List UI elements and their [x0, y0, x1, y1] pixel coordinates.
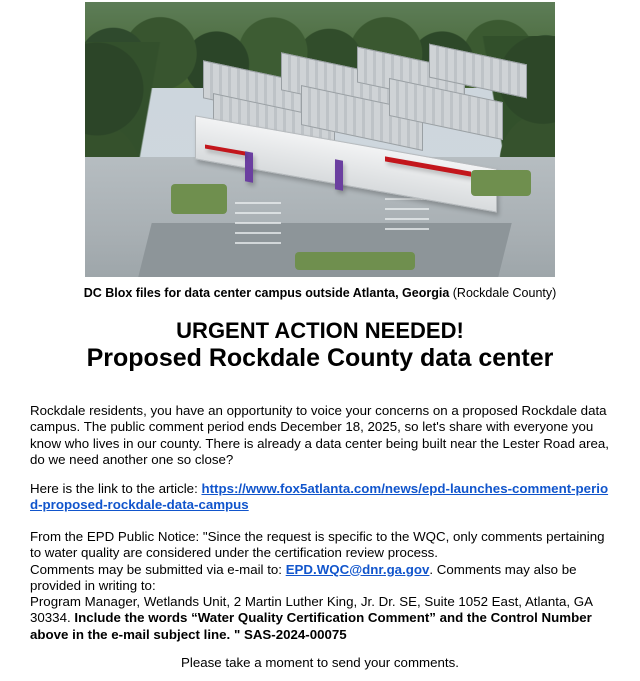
purple-accent-stripe	[335, 159, 343, 190]
purple-accent-stripe	[245, 151, 253, 182]
article-link-prefix: Here is the link to the article:	[30, 481, 202, 496]
control-number: SAS-2024-00075	[240, 626, 347, 642]
notice-text-part1: From the EPD Public Notice: "Since the request is specific to the WQC, only comments pertaining to water quality are considered under the certification review process.	[30, 529, 605, 561]
intro-paragraph: Rockdale residents, you have an opportunity to voice your concerns on a proposed Rockdale data campus. The public comment period ends December 18, 2025, so let's share with everyone you know who lives in our county. There is already a data center being built near the Lester Road area, do we need another one so close?	[30, 403, 609, 467]
subject-line-instruction: Include the words “Water Quality Certification Comment” and the Control Number above in the e-mail subject line. "	[30, 610, 592, 642]
page-title: Proposed Rockdale County data center	[86, 344, 554, 372]
image-caption-bold: DC Blox files for data center campus outside Atlanta, Georgia	[83, 286, 450, 300]
image-caption-rest: (Rockdale County)	[449, 286, 557, 300]
parking-stripe	[235, 242, 281, 244]
closing-line: Please take a moment to send your comments.	[181, 655, 459, 670]
parking-stripe	[235, 222, 281, 224]
parking-stripe	[235, 212, 281, 214]
notice-text-part2: Comments may be submitted via e-mail to:	[30, 561, 286, 577]
parking-stripe	[235, 232, 281, 234]
parking-stripe	[235, 202, 281, 204]
parking-stripe	[385, 218, 429, 220]
landscaping-lawn	[295, 252, 415, 270]
landscaping-lawn	[171, 184, 227, 214]
rendering-background	[85, 2, 555, 277]
image-caption	[0, 286, 640, 300]
notice-text-part3: . Comments may also be provided in writing to:	[30, 561, 577, 593]
data-center-campus-rendering	[85, 2, 555, 277]
parking-stripe	[385, 228, 429, 230]
article-link-line	[30, 481, 610, 514]
parking-stripe	[385, 208, 429, 210]
public-notice-paragraph	[30, 529, 610, 643]
epd-email-link[interactable]: EPD.WQC@dnr.ga.gov	[285, 561, 430, 577]
landscaping-lawn	[471, 170, 531, 196]
article-link[interactable]: https://www.fox5atlanta.com/news/epd-launches-comment-period-proposed-rockdale-data-campus	[30, 481, 609, 513]
mailing-address: Program Manager, Wetlands Unit, 2 Martin Luther King, Jr. Dr. SE, Suite 1052 East, Atlanta, GA 30334.	[30, 594, 593, 626]
urgent-action-heading: URGENT ACTION NEEDED!	[176, 318, 464, 343]
